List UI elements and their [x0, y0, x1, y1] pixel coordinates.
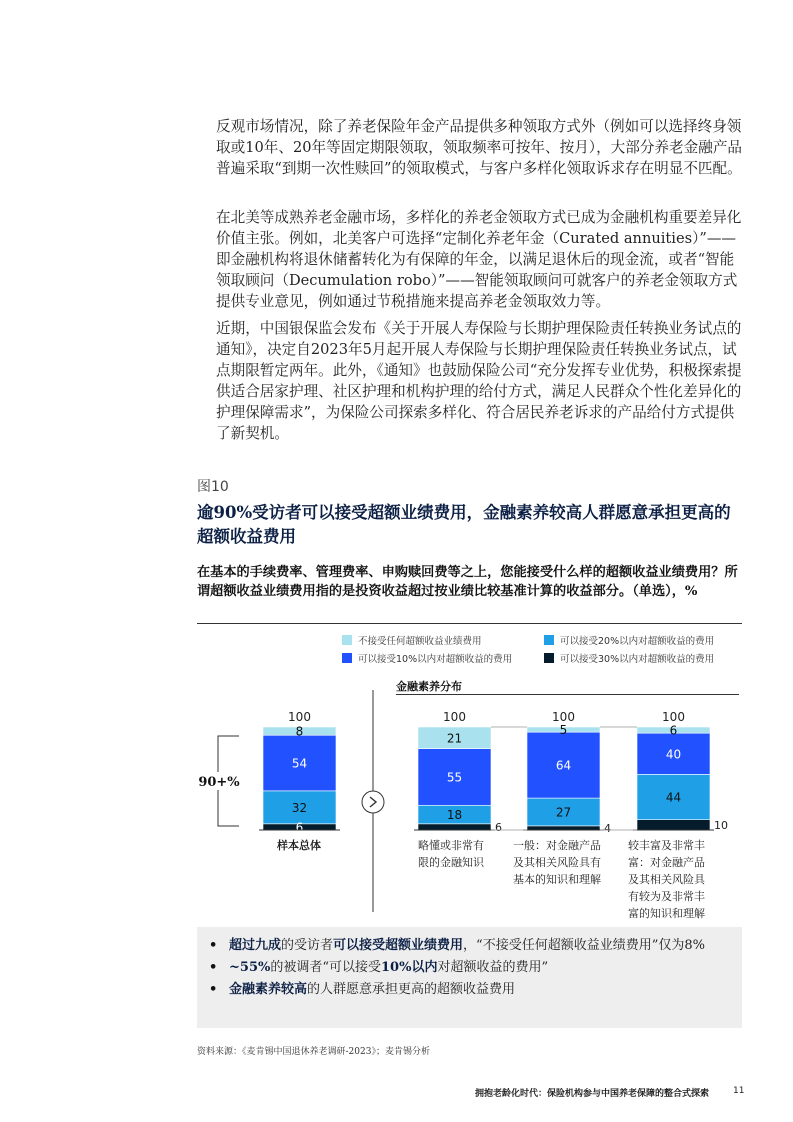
category-label: [513, 837, 601, 888]
total-label: 100: [443, 710, 466, 724]
data-label: 64: [555, 758, 572, 773]
bracket-label: 90+%: [198, 775, 240, 790]
category-label-line: 及其相关风险具: [628, 873, 705, 886]
category-label-line: 样本总体: [277, 839, 321, 852]
bar-segment: [418, 824, 491, 830]
body-paragraph-1: 反观市场情况，除了养老保险年金产品提供多种领取方式外（例如可以选择终身领取或10年、20年等固定期限领取，领取频率可按年、按月），大部分养老金融产品普遍采取“到期一次性赎回”的领取模式，与客户多样化领取诉求存在明显不匹配。: [216, 118, 743, 177]
data-label: 6: [295, 820, 304, 835]
figure-question: 在基本的手续费率、管理费率、申购赎回费等之上，您能接受什么样的超额收益业绩费用？所谓超额收益业绩费用指的是投资收益超过按业绩比较基准计算的收益部分。（单选），%: [197, 565, 738, 599]
page-number: 11: [733, 1086, 745, 1096]
data-label: 8: [295, 724, 304, 739]
category-label-line: 有较为及非常丰: [628, 890, 705, 903]
category-label-line: 一般：对金融产品: [513, 839, 601, 852]
summary-box: [197, 927, 742, 1028]
category-label-line: 基本的知识和理解: [513, 873, 601, 886]
bar-segment: [637, 820, 710, 830]
source-note: 资料来源：《麦肯锡中国退休养老调研-2023》；麦肯锡分析: [197, 1047, 430, 1057]
data-label: 40: [665, 747, 682, 762]
data-label: 6: [495, 820, 502, 834]
data-label: 4: [604, 821, 611, 835]
figure-title: 逾90%受访者可以接受超额业绩费用，金融素养较高人群愿意承担更高的超额收益费用: [197, 503, 731, 546]
category-label: [628, 837, 705, 922]
category-label-line: 富的知识和理解: [628, 907, 705, 920]
distribution-group-title: 金融素养分布: [396, 680, 462, 693]
data-label: 6: [669, 723, 678, 738]
footer-title: 拥抱老龄化时代：保险机构参与中国养老保障的整合式探索: [475, 1089, 710, 1099]
category-label-line: 及其相关风险具有: [513, 856, 601, 869]
data-label: 5: [559, 723, 568, 738]
category-label-line: 限的金融知识: [418, 856, 484, 869]
total-label: 100: [288, 710, 311, 724]
body-paragraph-2: 在北美等成熟养老金融市场，多样化的养老金领取方式已成为金融机构重要差异化价值主张。例如，北美客户可选择“定制化养老年金（Curated annuities）”——即金融机构将退休储蓄转化为有保障的年金，以满足退休后的现金流，或者“智能领取顾问（Decumulation robo）”——智能领取顾问可就客户的养老金领取方式提供专业意见，例如通过节税措施来提高养老金领取效力等。: [216, 209, 742, 310]
category-label-line: 略懂或非常有: [418, 839, 484, 852]
category-label: [269, 837, 329, 854]
bar-segment: [527, 826, 600, 830]
data-label: 18: [446, 808, 463, 823]
total-label: 100: [552, 710, 575, 724]
legend-label: 不接受任何超额收益业绩费用: [358, 636, 482, 647]
summary-bullet-2: • ~55%的被调者“可以接受10%以内对超额收益的费用”: [229, 958, 742, 978]
data-label: 44: [665, 790, 682, 805]
chevron-right-icon-circle: [362, 791, 384, 813]
legend-label: 可以接受30%以内对超额收益的费用: [560, 654, 715, 665]
data-label: 55: [446, 770, 463, 785]
category-label-line: 富：对金融产品: [628, 856, 705, 869]
data-label: 32: [291, 800, 308, 815]
data-label: 27: [555, 805, 572, 820]
data-label: 54: [291, 756, 308, 771]
figure-label: 图10: [197, 479, 229, 495]
legend-label: 可以接受10%以内对超额收益的费用: [358, 654, 513, 665]
category-label: [418, 837, 484, 871]
summary-bullet-3: • 金融素养较高的人群愿意承担更高的超额收益费用: [229, 980, 742, 1000]
total-label: 100: [662, 710, 685, 724]
body-paragraph-3: 近期，中国银保监会发布《关于开展人寿保险与长期护理保险责任转换业务试点的通知》，决定自2023年5月起开展人寿保险与长期护理保险责任转换业务试点，试点期限暂定两年。此外，《通知》也鼓励保险公司“充分发挥专业优势，积极探索提供适合居家护理、社区护理和机构护理的给付方式，满足人民群众个性化差异化的护理保障需求”，为保险公司探索多样化、符合居民养老诉求的产品给付方式提供了新契机。: [216, 320, 742, 442]
category-label-line: 较丰富及非常丰: [628, 839, 705, 852]
legend-label: 可以接受20%以内对超额收益的费用: [560, 636, 715, 647]
data-label: 10: [714, 818, 728, 832]
summary-bullet-1: • 超过九成的受访者可以接受超额业绩费用，“不接受任何超额收益业绩费用”仅为8%: [229, 936, 742, 956]
data-label: 21: [446, 731, 463, 746]
